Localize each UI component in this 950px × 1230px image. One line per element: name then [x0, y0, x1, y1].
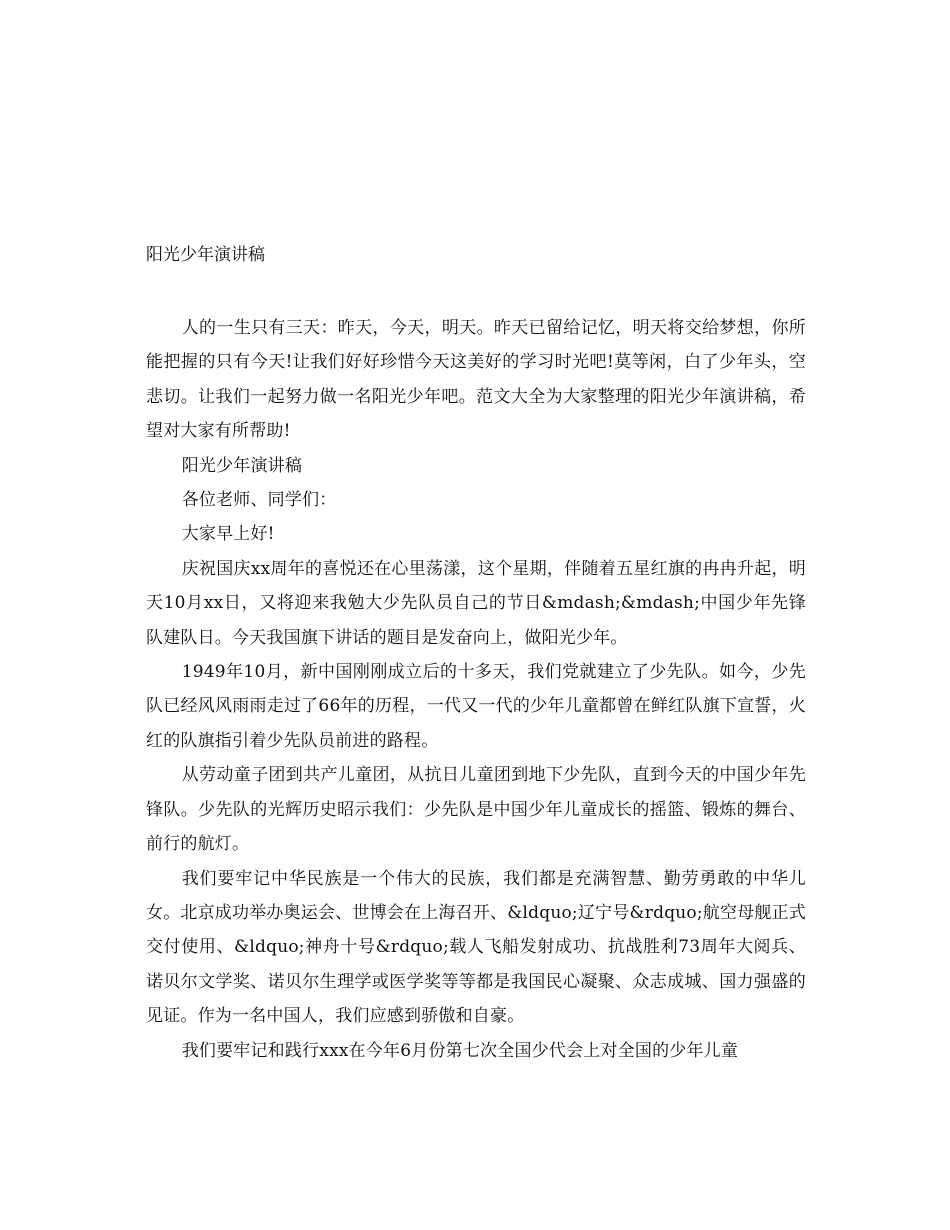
- intro-paragraph: 人的一生只有三天：昨天，今天，明天。昨天已留给记忆，明天将交给梦想，你所能把握的只有今天!让我们好好珍惜今天这美好的学习时光吧!莫等闲，白了少年头，空悲切。让我们一起努力做一名阳光少年吧。范文大全为大家整理的阳光少年演讲稿，希望对大家有所帮助!: [146, 318, 806, 442]
- speech-heading: 阳光少年演讲稿: [181, 455, 303, 476]
- document-title: 阳光少年演讲稿: [146, 245, 265, 265]
- body-paragraph: 我们要牢记中华民族是一个伟大的民族，我们都是充满智慧、勤劳勇敢的中华儿女。北京成功举办奥运会、世博会在上海召开、&ldquo;辽宁号&rdquo;航空母舰正式交付使用、&ldquo;神舟十号&rdquo;载人飞船发射成功、抗战胜利73周年大阅兵、诺贝尔文学奖、诺贝尔生理学或医学奖等等都是我国民心凝聚、众志成城、国力强盛的见证。作为一名中国人，我们应感到骄傲和自豪。: [146, 868, 806, 1027]
- body-paragraph: 我们要牢记和践行xxx在今年6月份第七次全国少代会上对全国的少年儿童: [181, 1040, 739, 1061]
- salutation: 各位老师、同学们：: [181, 490, 337, 511]
- body-paragraph: 从劳动童子团到共产儿童团，从抗日儿童团到地下少先队，直到今天的中国少年先锋队。少先队的光辉历史昭示我们：少先队是中国少年儿童成长的摇篮、锻炼的舞台、前行的航灯。: [146, 765, 806, 855]
- document-body: [146, 311, 806, 1068]
- body-paragraph: 1949年10月，新中国刚刚成立后的十多天，我们党就建立了少先队。如今，少先队已经风风雨雨走过了66年的历程，一代又一代的少年儿童都曾在鲜红队旗下宣誓，火红的队旗指引着少先队员前进的路程。: [146, 662, 806, 751]
- body-paragraph: 庆祝国庆xx周年的喜悦还在心里荡漾，这个星期，伴随着五星红旗的冉冉升起，明天10月xx日，又将迎来我勉大少先队员自己的节日&mdash;&mdash;中国少年先锋队建队日。今天我国旗下讲话的题目是发奋向上，做阳光少年。: [146, 558, 806, 648]
- greeting: 大家早上好!: [181, 524, 275, 545]
